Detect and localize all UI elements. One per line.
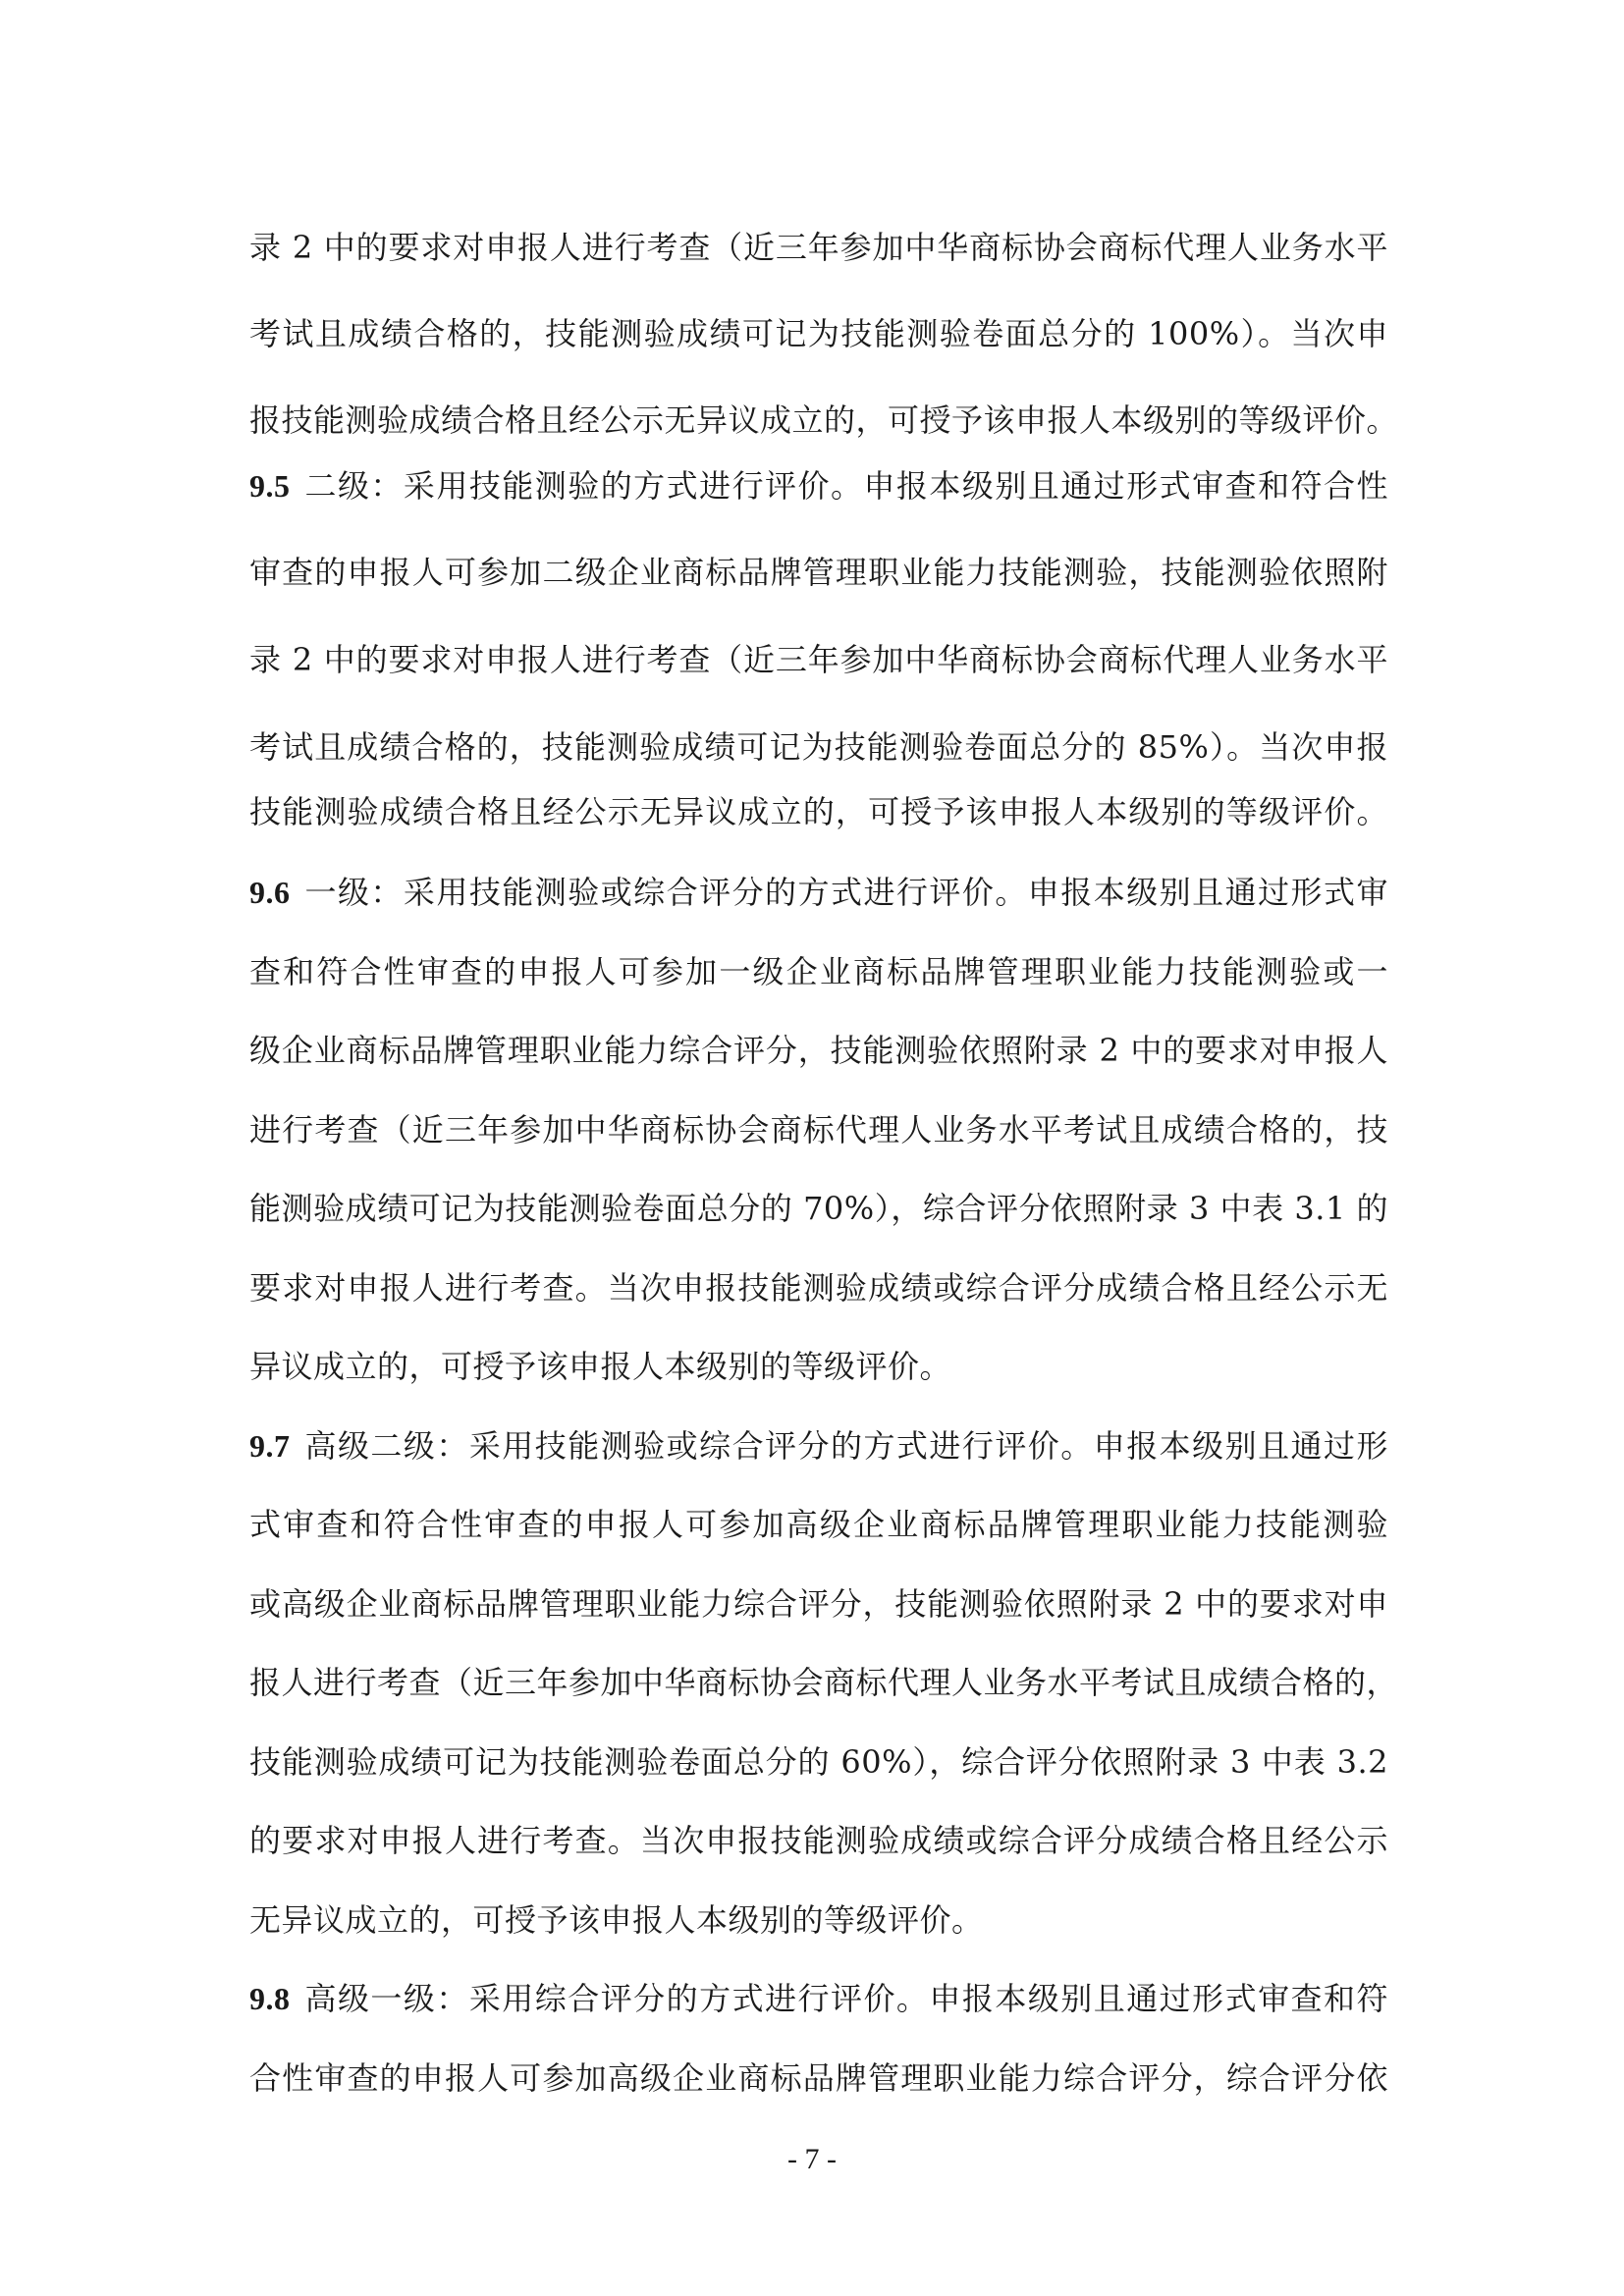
paragraph-line: 技能测验成绩可记为技能测验卷面总分的 60%），综合评分依照附录 3 中表 3.2 — [249, 1743, 1388, 1781]
paragraph-line: 能测验成绩可记为技能测验卷面总分的 70%），综合评分依照附录 3 中表 3.1 的 — [249, 1190, 1388, 1227]
paragraph-line: 录 2 中的要求对申报人进行考查（近三年参加中华商标协会商标代理人业务水平 — [249, 229, 1388, 266]
section-number: 9.7 — [249, 1428, 291, 1464]
paragraph-line: 式审查和符合性审查的申报人可参加高级企业商标品牌管理职业能力技能测验 — [249, 1506, 1388, 1543]
paragraph-line: 查和符合性审查的申报人可参加一级企业商标品牌管理职业能力技能测验或一 — [249, 953, 1388, 990]
paragraph-line: 报人进行考查（近三年参加中华商标协会商标代理人业务水平考试且成绩合格的， — [249, 1664, 1399, 1701]
paragraph-line: 异议成立的，可授予该申报人本级别的等级评价。 — [249, 1348, 952, 1385]
section-text: 二级：采用技能测验的方式进行评价。申报本级别且通过形式审查和符合性 — [303, 467, 1388, 505]
section-text: 高级二级：采用技能测验或综合评分的方式进行评价。申报本级别且通过形 — [303, 1427, 1388, 1465]
paragraph-line: 录 2 中的要求对申报人进行考查（近三年参加中华商标协会商标代理人业务水平 — [249, 641, 1388, 678]
section-9-6-heading-line — [249, 873, 1388, 912]
paragraph-line: 或高级企业商标品牌管理职业能力综合评分，技能测验依照附录 2 中的要求对申 — [249, 1585, 1388, 1623]
section-number: 9.6 — [249, 875, 291, 910]
paragraph-line: 合性审查的申报人可参加高级企业商标品牌管理职业能力综合评分，综合评分依 — [249, 2059, 1388, 2097]
section-9-5-heading-line — [249, 466, 1388, 506]
section-number: 9.8 — [249, 1981, 291, 2016]
paragraph-line: 的要求对申报人进行考查。当次申报技能测验成绩或综合评分成绩合格且经公示 — [249, 1822, 1388, 1859]
section-9-7-heading-line — [249, 1426, 1388, 1466]
section-number: 9.5 — [249, 468, 291, 504]
paragraph-line: 考试且成绩合格的，技能测验成绩可记为技能测验卷面总分的 85%）。当次申报 — [249, 728, 1388, 766]
paragraph-line: 级企业商标品牌管理职业能力综合评分，技能测验依照附录 2 中的要求对申报人 — [249, 1032, 1388, 1069]
paragraph-line: 进行考查（近三年参加中华商标协会商标代理人业务水平考试且成绩合格的，技 — [249, 1111, 1388, 1148]
page-number: - 7 - — [787, 2143, 837, 2175]
paragraph-line: 要求对申报人进行考查。当次申报技能测验成绩或综合评分成绩合格且经公示无 — [249, 1269, 1388, 1307]
paragraph-line: 审查的申报人可参加二级企业商标品牌管理职业能力技能测验，技能测验依照附 — [249, 554, 1388, 591]
paragraph-line: 技能测验成绩合格且经公示无异议成立的，可授予该申报人本级别的等级评价。 — [249, 793, 1388, 830]
paragraph-line: 无异议成立的，可授予该申报人本级别的等级评价。 — [249, 1901, 984, 1939]
paragraph-line: 报技能测验成绩合格且经公示无异议成立的，可授予该申报人本级别的等级评价。 — [249, 401, 1399, 439]
section-text: 一级：采用技能测验或综合评分的方式进行评价。申报本级别且通过形式审 — [303, 874, 1388, 911]
section-9-8-heading-line — [249, 1979, 1388, 2018]
section-text: 高级一级：采用综合评分的方式进行评价。申报本级别且通过形式审查和符 — [303, 1980, 1388, 2017]
paragraph-line: 考试且成绩合格的，技能测验成绩可记为技能测验卷面总分的 100%）。当次申 — [249, 315, 1388, 352]
